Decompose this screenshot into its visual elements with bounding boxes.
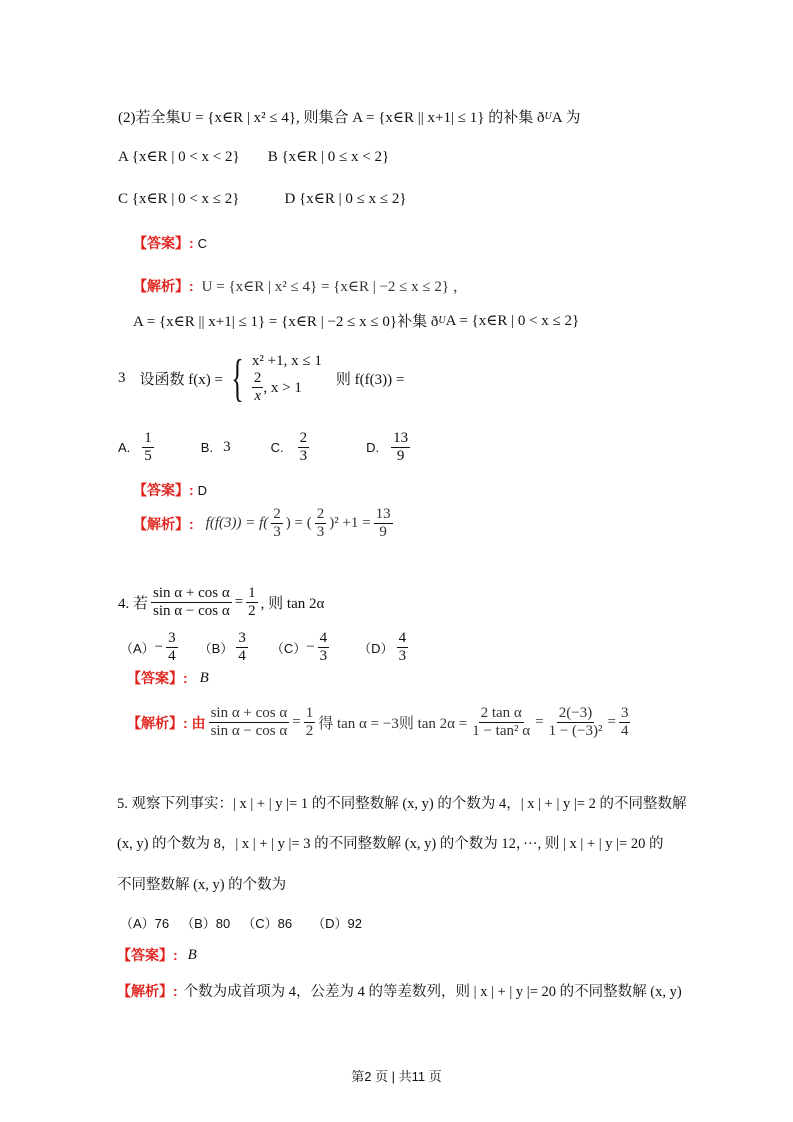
frac-den: 9 bbox=[396, 448, 405, 465]
equals: = bbox=[535, 714, 544, 731]
analysis-text-end: A = {x∈R | 0 < x ≤ 2} bbox=[445, 313, 580, 329]
answer-label: 【答案】: bbox=[133, 235, 194, 251]
q4-stem-end: , 则 tan 2α bbox=[260, 596, 325, 613]
frac-num: 2 bbox=[315, 506, 327, 524]
q2-analysis-2 bbox=[133, 310, 579, 331]
q3-answer bbox=[133, 480, 207, 500]
q2-option-d: D {x∈R | 0 ≤ x ≤ 2} bbox=[284, 191, 407, 207]
analysis-label: 【解析】: 由 bbox=[127, 714, 206, 731]
frac-den: 4 bbox=[238, 648, 246, 665]
case-1: x² +1, x ≤ 1 bbox=[251, 353, 322, 369]
brace-symbol: { bbox=[231, 349, 244, 407]
frac-den: sin α − cos α bbox=[153, 603, 230, 620]
option-sign: − bbox=[306, 639, 315, 656]
option-label: （B） bbox=[198, 641, 234, 657]
q2-analysis bbox=[133, 275, 468, 296]
frac-den: 3 bbox=[273, 524, 281, 541]
frac-num: 3 bbox=[236, 630, 248, 648]
frac-num: 4 bbox=[397, 630, 409, 648]
analysis-text: f(f(3)) = f( bbox=[205, 515, 269, 532]
answer-value: D bbox=[197, 482, 208, 498]
frac-num: 4 bbox=[318, 630, 330, 648]
q2-options-cd bbox=[118, 189, 407, 208]
q2-option-a: A {x∈R | 0 < x < 2} bbox=[118, 149, 240, 165]
q2-stem bbox=[118, 106, 580, 127]
answer-value: C bbox=[197, 235, 208, 251]
analysis-sub: U bbox=[438, 315, 446, 326]
frac-num: 3 bbox=[166, 630, 178, 648]
q2-options-ab bbox=[118, 147, 389, 166]
equals: = bbox=[234, 594, 244, 611]
q2-stem-sub: U bbox=[544, 111, 552, 122]
option-sign: − bbox=[154, 639, 164, 656]
q2-answer bbox=[133, 233, 207, 253]
frac-num: 2 bbox=[252, 370, 264, 388]
frac-num: 13 bbox=[391, 430, 410, 448]
q5-line-3: 不同整数解 (x, y) 的个数为 bbox=[117, 877, 287, 893]
equals: = bbox=[292, 714, 301, 731]
frac-den: 2 bbox=[305, 723, 314, 740]
answer-label: 【答案】: bbox=[117, 947, 178, 963]
analysis-label: 【解析】: bbox=[133, 515, 194, 532]
frac-den: 3 bbox=[398, 648, 407, 665]
q4-analysis bbox=[127, 705, 633, 741]
frac-den: 3 bbox=[316, 524, 325, 541]
frac-den: 1 − tan² α bbox=[472, 723, 531, 740]
answer-value: B bbox=[199, 669, 209, 686]
frac-den: x bbox=[254, 388, 261, 405]
frac-num: 2(−3) bbox=[557, 705, 594, 723]
q5-line-2: (x, y) 的个数为 8，| x | + | y |= 3 的不同整数解 (x, y) 的个数为 12，···, 则 | x | + | y |= 20 的 bbox=[117, 836, 664, 852]
frac-num: 2 bbox=[298, 430, 310, 448]
q3-stem-end: 则 f(f(3)) = bbox=[335, 372, 405, 389]
analysis-label: 【解析】: bbox=[117, 982, 178, 999]
answer-label: 【答案】: bbox=[133, 482, 194, 498]
q3-stem-text: 设函数 f(x) = bbox=[139, 372, 223, 389]
analysis-text: A = {x∈R || x+1| ≤ 1} = {x∈R | −2 ≤ x ≤ 0}补集 ð bbox=[133, 314, 439, 330]
analysis-label: 【解析】: bbox=[133, 277, 194, 294]
q5-analysis bbox=[117, 980, 682, 1001]
frac-num: sin α + cos α bbox=[209, 705, 290, 723]
analysis-text: ) = ( bbox=[285, 515, 312, 532]
frac-num: 1 bbox=[246, 585, 258, 603]
frac-den: 1 − (−3)² bbox=[548, 723, 603, 740]
frac-num: 2 bbox=[271, 506, 283, 524]
frac-den: 4 bbox=[168, 648, 176, 665]
option-label: （A） bbox=[120, 641, 155, 657]
option-label: B. bbox=[200, 440, 214, 456]
frac-num: 2 tan α bbox=[479, 705, 524, 723]
frac-den: 3 bbox=[319, 648, 328, 665]
frac-num: 1 bbox=[142, 430, 154, 448]
page-footer: 第2 页 | 共11 页 bbox=[351, 1069, 442, 1084]
q5-answer bbox=[117, 945, 197, 965]
option-c: （C）86 bbox=[242, 916, 293, 931]
analysis-text: U = {x∈R | x² ≤ 4} = {x∈R | −2 ≤ x ≤ 2} ， bbox=[201, 279, 468, 295]
q5-line-1: 5. 观察下列事实：| x | + | y |= 1 的不同整数解 (x, y) 的个数为 4，| x | + | y |= 2 的不同整数解 bbox=[117, 796, 687, 812]
q3-analysis bbox=[133, 506, 396, 542]
option-label: D. bbox=[366, 440, 380, 456]
analysis-text: )² +1 = bbox=[329, 515, 371, 532]
frac-den: 9 bbox=[379, 524, 387, 541]
q4-number: 4. 若 bbox=[118, 596, 149, 613]
frac-den: sin α − cos α bbox=[210, 723, 288, 740]
analysis-text: 得 tan α = −3则 tan 2α = bbox=[318, 716, 468, 733]
frac-num: 1 bbox=[304, 705, 316, 723]
answer-value: B bbox=[187, 946, 197, 963]
option-label: C. bbox=[270, 440, 284, 456]
option-label: （C） bbox=[270, 641, 307, 657]
piecewise-cases bbox=[252, 352, 322, 406]
option-label: A. bbox=[118, 440, 131, 456]
q5-options bbox=[120, 913, 362, 932]
option-value: 3 bbox=[223, 439, 231, 456]
case-2-cond: , x > 1 bbox=[263, 379, 302, 396]
frac-den: 3 bbox=[299, 448, 308, 465]
equals: = bbox=[607, 714, 616, 731]
q2-stem-end: A 为 bbox=[551, 110, 581, 126]
q2-option-c: C {x∈R | 0 < x ≤ 2} bbox=[118, 191, 240, 207]
frac-num: sin α + cos α bbox=[151, 585, 232, 603]
answer-label: 【答案】: bbox=[127, 670, 188, 686]
q4-answer bbox=[127, 668, 209, 688]
option-a: （A）76 bbox=[120, 916, 170, 931]
q4-stem bbox=[118, 585, 324, 621]
frac-num: 3 bbox=[619, 705, 631, 723]
q3-options bbox=[118, 430, 413, 466]
frac-den: 4 bbox=[620, 723, 629, 740]
q2-stem-text: (2)若全集U = {x∈R | x² ≤ 4}, 则集合 A = {x∈R || x+1| ≤ 1} 的补集 ð bbox=[118, 110, 545, 126]
q3-number: 3 bbox=[118, 370, 126, 387]
option-label: （D） bbox=[358, 641, 394, 657]
q4-options bbox=[120, 630, 411, 666]
q3-stem bbox=[118, 349, 405, 407]
frac-den: 2 bbox=[248, 603, 256, 620]
option-d: （D）92 bbox=[312, 916, 362, 931]
frac-num: 13 bbox=[374, 506, 393, 524]
q2-option-b: B {x∈R | 0 ≤ x < 2} bbox=[267, 149, 390, 165]
option-b: （B）80 bbox=[181, 916, 231, 931]
analysis-text: 个数为成首项为 4，公差为 4 的等差数列，则 | x | + | y |= 20 的不同整数解 (x, y) bbox=[183, 984, 682, 1000]
frac-den: 5 bbox=[144, 448, 152, 465]
